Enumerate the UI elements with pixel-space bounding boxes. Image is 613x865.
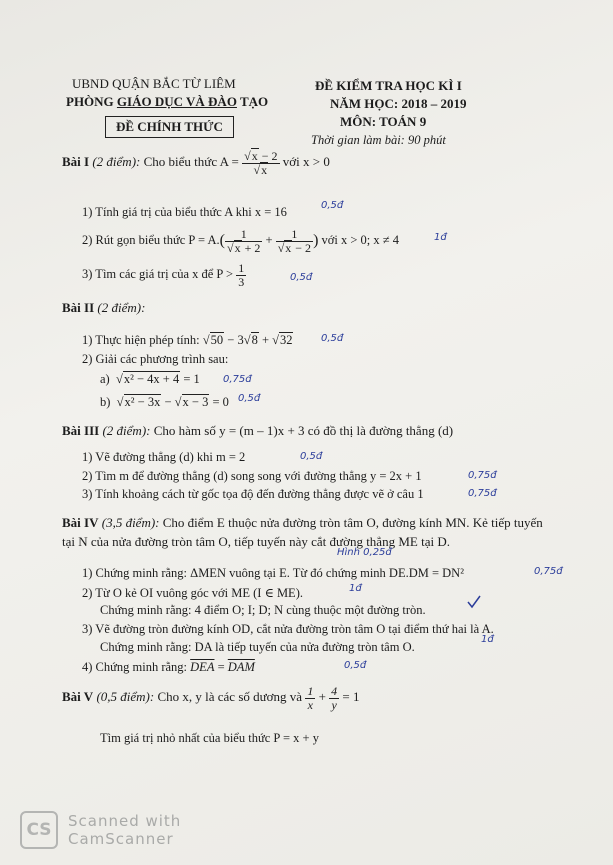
grade-mark: 0,75đ <box>468 488 497 499</box>
problem-3-statement: Bài III (2 điểm): Cho hàm số y = (m – 1)x + 3 có đồ thị là đường thẳng (d) <box>62 423 454 438</box>
grade-mark: 1đ <box>434 232 447 243</box>
grade-mark: 0,5đ <box>290 272 313 283</box>
grade-mark: 0,5đ <box>238 393 261 404</box>
problem-4-statement-line1: Bài IV (3,5 điểm): Cho điểm E thuộc nửa đường tròn tâm O, đường kính MN. Kẻ tiếp tuyến <box>62 515 543 530</box>
subject: MÔN: TOÁN 9 <box>340 114 427 129</box>
exam-title: ĐỀ KIỂM TRA HỌC KÌ I <box>315 78 462 93</box>
grade-mark: 0,5đ <box>321 333 344 344</box>
problem-4-q2-proof: Chứng minh rằng: 4 điểm O; I; D; N cùng thuộc một đường tròn. <box>100 603 426 617</box>
problem-2-qb: b) √x² − 3x − √x − 3 = 0 <box>100 395 229 409</box>
problem-1-statement: Bài I (2 điểm): Cho biểu thức A = $\frac{√x - 2}{√x}$ với x > 0 <box>62 149 330 177</box>
problem-4-statement-line2: tại N của nửa đường tròn tâm O, tiếp tuyến này cắt đường thẳng ME tại D. <box>62 534 450 549</box>
problem-4-q3-proof: Chứng minh rằng: DA là tiếp tuyến của nửa đường tròn tâm O. <box>100 640 415 654</box>
grade-mark: 0,75đ <box>534 566 563 577</box>
authority-name: UBND QUẬN BẮC TỪ LIÊM <box>72 76 236 91</box>
grade-mark: 0,5đ <box>344 660 367 671</box>
grade-mark: 0,5đ <box>300 451 323 462</box>
problem-2-q1: 1) Thực hiện phép tính: √50 − 3√8 + √32 <box>82 333 293 347</box>
problem-2-qa: a) √x² − 4x + 4 = 1 <box>100 372 200 386</box>
problem-3-q3: 3) Tính khoảng cách từ gốc tọa độ đến đường thẳng được vẽ ở câu 1 <box>82 487 424 501</box>
problem-2-heading: Bài II (2 điểm): <box>62 300 146 315</box>
camscanner-logo-icon: CS <box>20 811 58 849</box>
problem-5-question: Tìm giá trị nhỏ nhất của biểu thức P = x + y <box>100 731 319 745</box>
fraction-a: $\frac{√x - 2}{√x}$ <box>244 149 278 177</box>
grade-mark: 0,5đ <box>321 200 344 211</box>
school-year: NĂM HỌC: 2018 – 2019 <box>330 96 467 111</box>
official-stamp: ĐỀ CHÍNH THỨC <box>105 116 234 138</box>
grade-mark: 1đ <box>349 583 362 594</box>
problem-3-q2: 2) Tìm m để đường thẳng (d) song song với đường thẳng y = 2x + 1 <box>82 469 422 483</box>
checkmark-icon <box>466 594 482 610</box>
problem-2-q2: 2) Giải các phương trình sau: <box>82 352 229 366</box>
problem-1-q1: 1) Tính giá trị của biểu thức A khi x = 16 <box>82 205 287 219</box>
problem-1-q2: 2) Rút gọn biểu thức P = A.( $\frac{1}{√x + 2}$ + $\frac{1}{√x - 2}$ ) với x > 0; x ≠ 4 <box>82 227 399 255</box>
grade-mark: 0,75đ <box>223 374 252 385</box>
grade-mark: 1đ <box>481 634 494 645</box>
problem-5-statement: Bài V (0,5 điểm): Cho x, y là các số dương và $\frac{1}{x}$ + $\frac{4}{y}$ = 1 <box>62 684 360 712</box>
watermark-line2: CamScanner <box>68 830 174 848</box>
watermark-line1: Scanned with <box>68 812 182 830</box>
exam-duration: Thời gian làm bài: 90 phút <box>311 133 446 147</box>
problem-4-q2: 2) Từ O kẻ OI vuông góc với ME (I ∈ ME). <box>82 586 303 600</box>
grade-mark: 0,75đ <box>468 470 497 481</box>
problem-4-q1: 1) Chứng minh rằng: ΔMEN vuông tại E. Từ đó chứng minh DE.DM = DN² <box>82 566 464 580</box>
problem-1-q3: 3) Tìm các giá trị của x để P > $\frac{1}{3}$ <box>82 261 245 289</box>
problem-3-q1: 1) Vẽ đường thẳng (d) khi m = 2 <box>82 450 246 464</box>
grade-mark: Hình 0,25đ <box>337 547 392 558</box>
department-name: PHÒNG GIÁO DỤC VÀ ĐÀO TẠO <box>66 94 269 109</box>
problem-4-q3: 3) Vẽ đường tròn đường kính OD, cắt nửa đường tròn tâm O tại điểm thứ hai là A. <box>82 622 494 636</box>
problem-4-q4: 4) Chứng minh rằng: $\overline{DEA} = \overline{DAM}$ <box>82 660 255 674</box>
